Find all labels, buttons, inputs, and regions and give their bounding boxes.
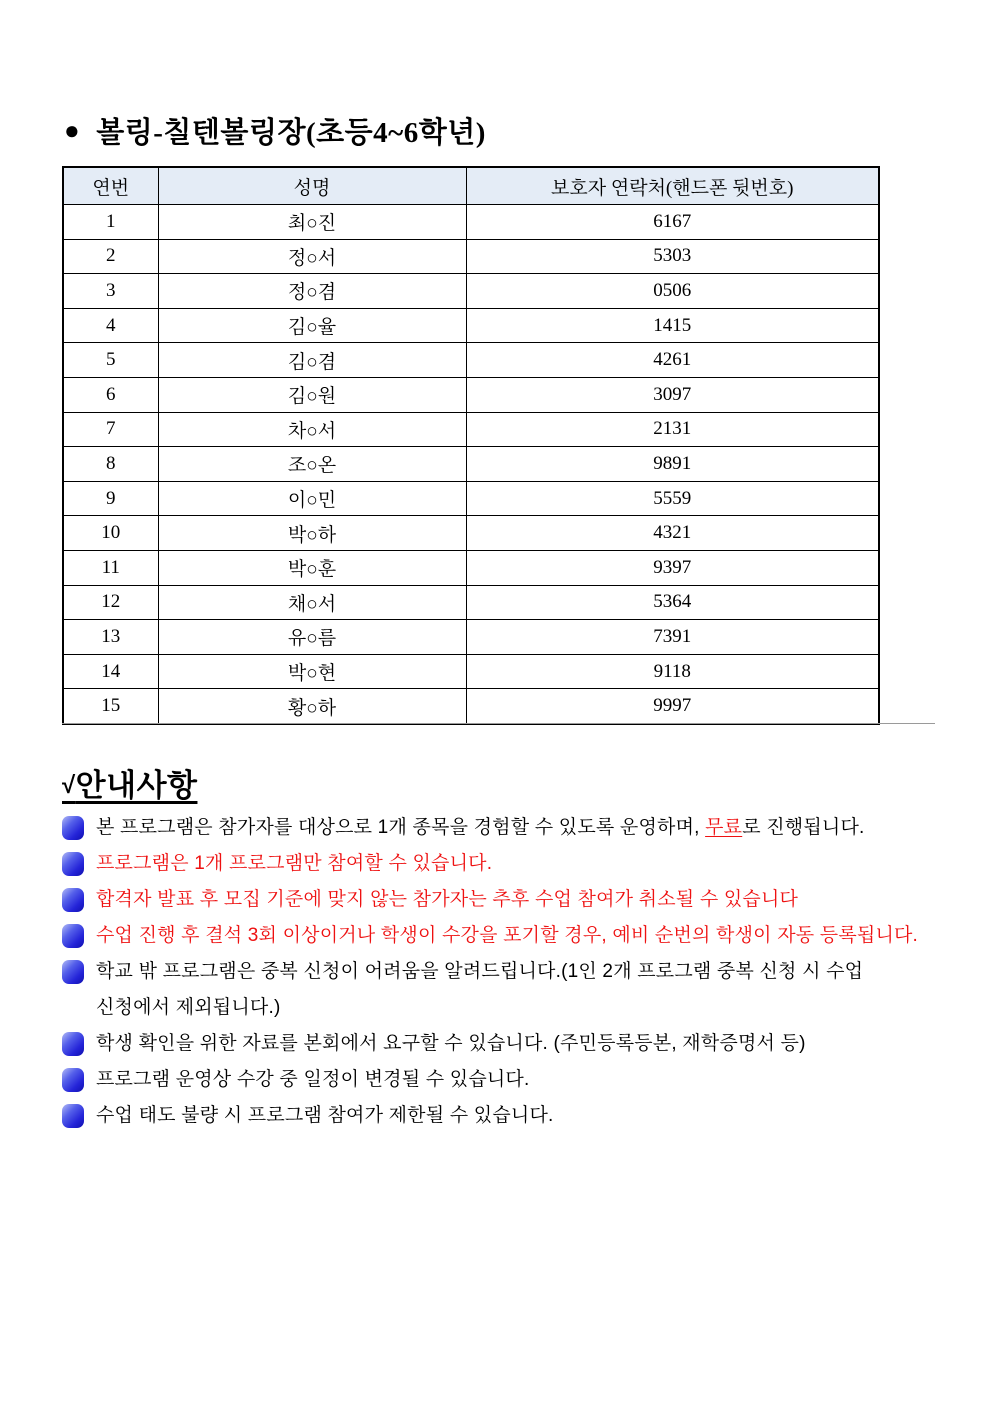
page-title: 볼링-칠텐볼링장(초등4~6학년) (96, 117, 486, 149)
cell-phone: 0506 (466, 274, 879, 309)
cell-name: 김○율 (158, 308, 466, 343)
cell-name: 황○하 (158, 689, 466, 724)
cell-phone: 5559 (466, 481, 879, 516)
cell-phone: 3097 (466, 377, 879, 412)
notice-item (62, 954, 942, 1026)
table-row (63, 343, 879, 378)
table-row (63, 412, 879, 447)
table-row (63, 377, 879, 412)
notice-item-text: 합격자 발표 후 모집 기준에 맞지 않는 참가자는 추후 수업 참여가 취소될 수 있습니다 (96, 889, 799, 910)
notice-heading-text: 안내사항 (75, 768, 198, 803)
cell-name: 박○훈 (158, 550, 466, 585)
blue-square-bullet-icon (62, 852, 84, 876)
cell-name: 최○진 (158, 205, 466, 240)
table-row (63, 239, 879, 274)
section-title-row (64, 110, 486, 151)
blue-square-bullet-icon (62, 924, 84, 948)
notice-item-text: 프로그램 운영상 수강 중 일정이 변경될 수 있습니다. (96, 1069, 530, 1090)
table-row (63, 550, 879, 585)
cell-phone: 5364 (466, 585, 879, 620)
cell-phone: 9118 (466, 654, 879, 689)
blue-square-bullet-icon (62, 1032, 84, 1056)
cell-number: 8 (63, 447, 158, 482)
notice-segment: 본 프로그램은 참가자를 대상으로 1개 종목을 경험할 수 있도록 운영하며, (96, 817, 706, 838)
cell-name: 정○겸 (158, 274, 466, 309)
cell-phone: 5303 (466, 239, 879, 274)
table-row (63, 481, 879, 516)
cell-number: 2 (63, 239, 158, 274)
cell-name: 조○온 (158, 447, 466, 482)
notice-item (62, 918, 942, 954)
table-row (63, 689, 879, 724)
notice-item (62, 1098, 942, 1134)
cell-number: 5 (63, 343, 158, 378)
cell-phone: 4321 (466, 516, 879, 551)
cell-name: 김○원 (158, 377, 466, 412)
notice-item (62, 846, 942, 882)
cell-name: 채○서 (158, 585, 466, 620)
cell-phone: 9397 (466, 550, 879, 585)
table-row (63, 205, 879, 240)
cell-number: 7 (63, 412, 158, 447)
notice-item-text: 학교 밖 프로그램은 중복 신청이 어려움을 알려드립니다.(1인 2개 프로그램 중복 신청 시 수업 신청에서 제외됩니다.) (96, 961, 864, 1018)
notice-item (62, 810, 942, 846)
table-row (63, 447, 879, 482)
notice-segment-free-highlight: 무료 (705, 817, 743, 838)
notice-segment: 로 진행됩니다. (742, 817, 865, 838)
table-row (63, 516, 879, 551)
table-row (63, 585, 879, 620)
table-row (63, 654, 879, 689)
cell-phone: 6167 (466, 205, 879, 240)
cell-number: 1 (63, 205, 158, 240)
blue-square-bullet-icon (62, 888, 84, 912)
cell-number: 13 (63, 620, 158, 655)
cell-number: 6 (63, 377, 158, 412)
cell-number: 9 (63, 481, 158, 516)
cell-number: 12 (63, 585, 158, 620)
notice-list (62, 810, 942, 1134)
cell-number: 4 (63, 308, 158, 343)
notice-item-text: 수업 진행 후 결석 3회 이상이거나 학생이 수강을 포기할 경우, 예비 순번의 학생이 자동 등록됩니다. (96, 925, 919, 946)
horizontal-rule (62, 723, 935, 724)
cell-name: 박○하 (158, 516, 466, 551)
cell-phone: 9891 (466, 447, 879, 482)
cell-number: 15 (63, 689, 158, 724)
blue-square-bullet-icon (62, 960, 84, 984)
notice-item-text: 수업 태도 불량 시 프로그램 참여가 제한될 수 있습니다. (96, 1105, 554, 1126)
cell-name: 이○민 (158, 481, 466, 516)
column-header-name: 성명 (158, 167, 466, 205)
notice-heading (62, 760, 197, 805)
cell-number: 11 (63, 550, 158, 585)
cell-phone: 4261 (466, 343, 879, 378)
table-row (63, 620, 879, 655)
notice-item-text: 학생 확인을 위한 자료를 본회에서 요구할 수 있습니다. (주민등록등본, 재학증명서 등) (96, 1033, 806, 1054)
roster-table (62, 166, 880, 725)
column-header-phone: 보호자 연락처(핸드폰 뒷번호) (466, 167, 879, 205)
blue-square-bullet-icon (62, 1068, 84, 1092)
notice-item (62, 1062, 942, 1098)
cell-number: 10 (63, 516, 158, 551)
cell-name: 차○서 (158, 412, 466, 447)
check-mark-icon: √ (62, 772, 76, 799)
notice-item-text: 프로그램은 1개 프로그램만 참여할 수 있습니다. (96, 853, 493, 874)
notice-item (62, 1026, 942, 1062)
table-row (63, 274, 879, 309)
cell-name: 김○겸 (158, 343, 466, 378)
blue-square-bullet-icon (62, 816, 84, 840)
notice-item (62, 882, 942, 918)
cell-name: 정○서 (158, 239, 466, 274)
bullet-circle-icon: ● (64, 115, 81, 145)
table-row (63, 308, 879, 343)
cell-phone: 2131 (466, 412, 879, 447)
cell-number: 14 (63, 654, 158, 689)
cell-number: 3 (63, 274, 158, 309)
cell-phone: 1415 (466, 308, 879, 343)
blue-square-bullet-icon (62, 1104, 84, 1128)
cell-phone: 7391 (466, 620, 879, 655)
column-header-number: 연번 (63, 167, 158, 205)
notice-item-text (96, 810, 865, 846)
cell-name: 유○름 (158, 620, 466, 655)
cell-phone: 9997 (466, 689, 879, 724)
cell-name: 박○현 (158, 654, 466, 689)
table-header-row (63, 167, 879, 205)
